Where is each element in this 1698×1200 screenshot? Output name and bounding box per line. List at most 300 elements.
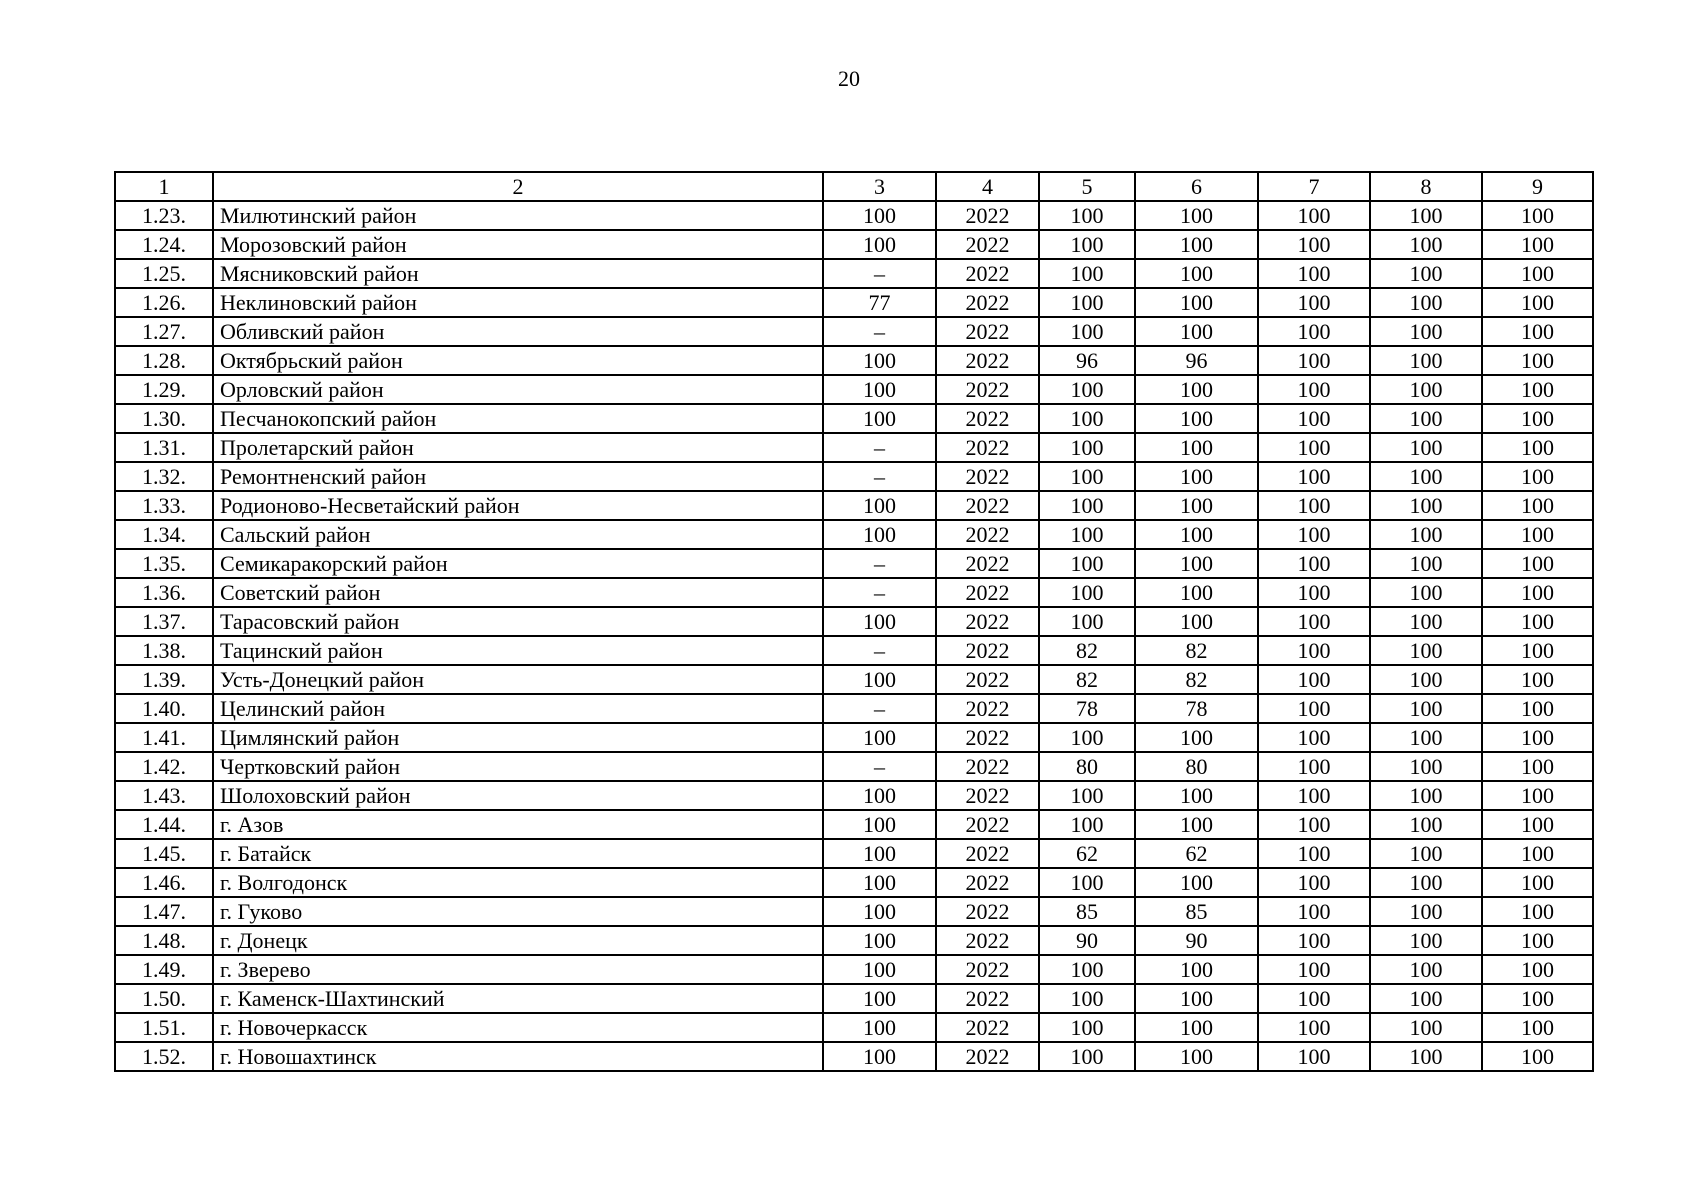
table-row bbox=[115, 781, 1593, 810]
value-cell: 100 bbox=[1258, 404, 1370, 433]
year-cell: 2022 bbox=[936, 897, 1039, 926]
table-row bbox=[115, 1013, 1593, 1042]
value-cell: 100 bbox=[1135, 317, 1258, 346]
value-cell: 100 bbox=[1482, 230, 1593, 259]
district-name-cell: Цимлянский район bbox=[213, 723, 823, 752]
year-cell: 2022 bbox=[936, 781, 1039, 810]
value-cell: 100 bbox=[1135, 491, 1258, 520]
table-row bbox=[115, 259, 1593, 288]
value-cell: 100 bbox=[823, 607, 936, 636]
value-cell: 100 bbox=[1482, 897, 1593, 926]
value-cell: 62 bbox=[1135, 839, 1258, 868]
value-cell: 100 bbox=[1482, 491, 1593, 520]
value-cell: – bbox=[823, 433, 936, 462]
year-cell: 2022 bbox=[936, 955, 1039, 984]
value-cell: 100 bbox=[1482, 346, 1593, 375]
row-number-cell: 1.25. bbox=[115, 259, 213, 288]
table-row bbox=[115, 636, 1593, 665]
value-cell: 100 bbox=[1370, 781, 1482, 810]
value-cell: 85 bbox=[1039, 897, 1135, 926]
value-cell: 100 bbox=[1370, 926, 1482, 955]
value-cell: 100 bbox=[1482, 375, 1593, 404]
table-row bbox=[115, 607, 1593, 636]
year-cell: 2022 bbox=[936, 549, 1039, 578]
value-cell: 100 bbox=[823, 375, 936, 404]
table-row bbox=[115, 346, 1593, 375]
value-cell: 100 bbox=[1370, 201, 1482, 230]
value-cell: 100 bbox=[1039, 433, 1135, 462]
value-cell: 100 bbox=[1039, 230, 1135, 259]
value-cell: 100 bbox=[1135, 723, 1258, 752]
row-number-cell: 1.36. bbox=[115, 578, 213, 607]
year-cell: 2022 bbox=[936, 868, 1039, 897]
value-cell: 100 bbox=[1482, 665, 1593, 694]
row-number-cell: 1.23. bbox=[115, 201, 213, 230]
row-number-cell: 1.30. bbox=[115, 404, 213, 433]
header-cell: 8 bbox=[1370, 172, 1482, 201]
value-cell: 100 bbox=[823, 404, 936, 433]
value-cell: 100 bbox=[1039, 955, 1135, 984]
year-cell: 2022 bbox=[936, 462, 1039, 491]
row-number-cell: 1.42. bbox=[115, 752, 213, 781]
value-cell: 100 bbox=[1258, 230, 1370, 259]
value-cell: 100 bbox=[1135, 230, 1258, 259]
value-cell: 100 bbox=[1482, 520, 1593, 549]
value-cell: 100 bbox=[823, 491, 936, 520]
value-cell: 100 bbox=[1370, 984, 1482, 1013]
year-cell: 2022 bbox=[936, 607, 1039, 636]
district-name-cell: Ремонтненский район bbox=[213, 462, 823, 491]
value-cell: 100 bbox=[1135, 288, 1258, 317]
value-cell: – bbox=[823, 752, 936, 781]
value-cell: 100 bbox=[1482, 433, 1593, 462]
value-cell: 100 bbox=[823, 810, 936, 839]
table-row bbox=[115, 578, 1593, 607]
value-cell: 100 bbox=[1370, 1042, 1482, 1071]
table-row bbox=[115, 926, 1593, 955]
value-cell: 100 bbox=[1258, 549, 1370, 578]
row-number-cell: 1.40. bbox=[115, 694, 213, 723]
table-row bbox=[115, 375, 1593, 404]
value-cell: 100 bbox=[1135, 549, 1258, 578]
value-cell: – bbox=[823, 578, 936, 607]
table-row bbox=[115, 404, 1593, 433]
district-name-cell: г. Батайск bbox=[213, 839, 823, 868]
row-number-cell: 1.33. bbox=[115, 491, 213, 520]
header-cell: 9 bbox=[1482, 172, 1593, 201]
district-name-cell: г. Зверево bbox=[213, 955, 823, 984]
row-number-cell: 1.44. bbox=[115, 810, 213, 839]
year-cell: 2022 bbox=[936, 665, 1039, 694]
table-body bbox=[115, 172, 1593, 1071]
table-row bbox=[115, 288, 1593, 317]
value-cell: 100 bbox=[823, 926, 936, 955]
table-header-row bbox=[115, 172, 1593, 201]
row-number-cell: 1.52. bbox=[115, 1042, 213, 1071]
value-cell: 82 bbox=[1039, 665, 1135, 694]
value-cell: 100 bbox=[1482, 578, 1593, 607]
value-cell: 100 bbox=[1370, 288, 1482, 317]
value-cell: 100 bbox=[823, 520, 936, 549]
value-cell: 100 bbox=[1370, 433, 1482, 462]
district-name-cell: г. Новошахтинск bbox=[213, 1042, 823, 1071]
value-cell: 100 bbox=[823, 955, 936, 984]
table-row bbox=[115, 694, 1593, 723]
year-cell: 2022 bbox=[936, 201, 1039, 230]
value-cell: 100 bbox=[1135, 201, 1258, 230]
value-cell: 100 bbox=[1135, 810, 1258, 839]
value-cell: 100 bbox=[1370, 578, 1482, 607]
value-cell: 100 bbox=[1482, 694, 1593, 723]
value-cell: 100 bbox=[1039, 1013, 1135, 1042]
row-number-cell: 1.41. bbox=[115, 723, 213, 752]
value-cell: 100 bbox=[823, 984, 936, 1013]
value-cell: 100 bbox=[1258, 694, 1370, 723]
page-number: 20 bbox=[838, 66, 860, 91]
value-cell: 100 bbox=[1135, 520, 1258, 549]
row-number-cell: 1.27. bbox=[115, 317, 213, 346]
district-name-cell: Орловский район bbox=[213, 375, 823, 404]
value-cell: 100 bbox=[823, 201, 936, 230]
value-cell: 100 bbox=[1135, 781, 1258, 810]
row-number-cell: 1.49. bbox=[115, 955, 213, 984]
value-cell: 100 bbox=[1039, 868, 1135, 897]
value-cell: 100 bbox=[823, 665, 936, 694]
value-cell: 100 bbox=[1370, 810, 1482, 839]
year-cell: 2022 bbox=[936, 375, 1039, 404]
year-cell: 2022 bbox=[936, 1042, 1039, 1071]
value-cell: 100 bbox=[1482, 201, 1593, 230]
table-row bbox=[115, 462, 1593, 491]
value-cell: – bbox=[823, 317, 936, 346]
value-cell: 100 bbox=[1482, 1013, 1593, 1042]
table-row bbox=[115, 984, 1593, 1013]
value-cell: 100 bbox=[1258, 1013, 1370, 1042]
year-cell: 2022 bbox=[936, 1013, 1039, 1042]
value-cell: 100 bbox=[1482, 404, 1593, 433]
value-cell: 100 bbox=[1258, 636, 1370, 665]
table-row bbox=[115, 491, 1593, 520]
value-cell: 100 bbox=[1258, 781, 1370, 810]
year-cell: 2022 bbox=[936, 520, 1039, 549]
value-cell: 100 bbox=[823, 723, 936, 752]
row-number-cell: 1.51. bbox=[115, 1013, 213, 1042]
district-name-cell: г. Волгодонск bbox=[213, 868, 823, 897]
value-cell: 78 bbox=[1135, 694, 1258, 723]
value-cell: 100 bbox=[1258, 433, 1370, 462]
value-cell: 100 bbox=[1370, 404, 1482, 433]
row-number-cell: 1.32. bbox=[115, 462, 213, 491]
value-cell: 100 bbox=[1370, 375, 1482, 404]
year-cell: 2022 bbox=[936, 984, 1039, 1013]
value-cell: 100 bbox=[1039, 317, 1135, 346]
value-cell: 100 bbox=[1482, 984, 1593, 1013]
value-cell: 100 bbox=[1039, 781, 1135, 810]
district-name-cell: Тацинский район bbox=[213, 636, 823, 665]
year-cell: 2022 bbox=[936, 404, 1039, 433]
year-cell: 2022 bbox=[936, 491, 1039, 520]
value-cell: 100 bbox=[1482, 810, 1593, 839]
value-cell: 100 bbox=[1370, 317, 1482, 346]
header-cell: 1 bbox=[115, 172, 213, 201]
district-name-cell: г. Новочеркасск bbox=[213, 1013, 823, 1042]
value-cell: 80 bbox=[1135, 752, 1258, 781]
table-row bbox=[115, 723, 1593, 752]
value-cell: 100 bbox=[1258, 607, 1370, 636]
row-number-cell: 1.45. bbox=[115, 839, 213, 868]
value-cell: 100 bbox=[1482, 752, 1593, 781]
value-cell: 100 bbox=[1135, 984, 1258, 1013]
value-cell: 100 bbox=[1370, 868, 1482, 897]
table-row bbox=[115, 955, 1593, 984]
value-cell: 100 bbox=[1482, 636, 1593, 665]
table-row bbox=[115, 549, 1593, 578]
district-name-cell: Чертковский район bbox=[213, 752, 823, 781]
district-name-cell: Шолоховский район bbox=[213, 781, 823, 810]
value-cell: 100 bbox=[1482, 868, 1593, 897]
value-cell: 96 bbox=[1135, 346, 1258, 375]
value-cell: 100 bbox=[1370, 723, 1482, 752]
value-cell: 100 bbox=[1370, 1013, 1482, 1042]
table-row bbox=[115, 230, 1593, 259]
header-cell: 6 bbox=[1135, 172, 1258, 201]
value-cell: 82 bbox=[1135, 636, 1258, 665]
value-cell: 100 bbox=[1370, 520, 1482, 549]
value-cell: 100 bbox=[1258, 259, 1370, 288]
row-number-cell: 1.29. bbox=[115, 375, 213, 404]
header-cell: 3 bbox=[823, 172, 936, 201]
value-cell: 100 bbox=[1039, 1042, 1135, 1071]
district-name-cell: г. Донецк bbox=[213, 926, 823, 955]
value-cell: 100 bbox=[1258, 752, 1370, 781]
table-row bbox=[115, 1042, 1593, 1071]
table-row bbox=[115, 839, 1593, 868]
row-number-cell: 1.26. bbox=[115, 288, 213, 317]
value-cell: 100 bbox=[1370, 607, 1482, 636]
value-cell: 100 bbox=[1482, 839, 1593, 868]
value-cell: 100 bbox=[1258, 317, 1370, 346]
district-name-cell: Семикаракорский район bbox=[213, 549, 823, 578]
year-cell: 2022 bbox=[936, 723, 1039, 752]
value-cell: 100 bbox=[1258, 201, 1370, 230]
district-name-cell: Морозовский район bbox=[213, 230, 823, 259]
row-number-cell: 1.28. bbox=[115, 346, 213, 375]
row-number-cell: 1.34. bbox=[115, 520, 213, 549]
value-cell: 100 bbox=[1039, 491, 1135, 520]
value-cell: 100 bbox=[1482, 549, 1593, 578]
year-cell: 2022 bbox=[936, 288, 1039, 317]
value-cell: 100 bbox=[1135, 578, 1258, 607]
value-cell: 100 bbox=[1370, 346, 1482, 375]
value-cell: 100 bbox=[1370, 259, 1482, 288]
value-cell: 77 bbox=[823, 288, 936, 317]
value-cell: 100 bbox=[1482, 462, 1593, 491]
value-cell: 100 bbox=[1258, 491, 1370, 520]
value-cell: 100 bbox=[823, 1013, 936, 1042]
district-name-cell: Песчанокопский район bbox=[213, 404, 823, 433]
year-cell: 2022 bbox=[936, 636, 1039, 665]
row-number-cell: 1.46. bbox=[115, 868, 213, 897]
table-row bbox=[115, 433, 1593, 462]
value-cell: 100 bbox=[1039, 723, 1135, 752]
value-cell: 100 bbox=[1258, 926, 1370, 955]
value-cell: 100 bbox=[1370, 462, 1482, 491]
value-cell: 100 bbox=[1482, 607, 1593, 636]
value-cell: 100 bbox=[1135, 955, 1258, 984]
value-cell: 100 bbox=[1135, 433, 1258, 462]
value-cell: 100 bbox=[823, 346, 936, 375]
value-cell: 100 bbox=[1370, 694, 1482, 723]
year-cell: 2022 bbox=[936, 259, 1039, 288]
value-cell: 100 bbox=[1370, 491, 1482, 520]
value-cell: 100 bbox=[1258, 897, 1370, 926]
district-name-cell: Тарасовский район bbox=[213, 607, 823, 636]
value-cell: 100 bbox=[1258, 375, 1370, 404]
value-cell: 100 bbox=[1258, 288, 1370, 317]
value-cell: 100 bbox=[1039, 288, 1135, 317]
value-cell: 100 bbox=[1258, 520, 1370, 549]
district-name-cell: Родионово-Несветайский район bbox=[213, 491, 823, 520]
value-cell: 100 bbox=[823, 1042, 936, 1071]
table-row bbox=[115, 317, 1593, 346]
district-name-cell: Усть-Донецкий район bbox=[213, 665, 823, 694]
year-cell: 2022 bbox=[936, 433, 1039, 462]
value-cell: 100 bbox=[823, 839, 936, 868]
value-cell: 100 bbox=[1258, 1042, 1370, 1071]
value-cell: 100 bbox=[1258, 462, 1370, 491]
value-cell: 78 bbox=[1039, 694, 1135, 723]
value-cell: 100 bbox=[1039, 462, 1135, 491]
value-cell: 100 bbox=[1135, 375, 1258, 404]
value-cell: 90 bbox=[1039, 926, 1135, 955]
district-name-cell: Мясниковский район bbox=[213, 259, 823, 288]
row-number-cell: 1.35. bbox=[115, 549, 213, 578]
row-number-cell: 1.38. bbox=[115, 636, 213, 665]
value-cell: 100 bbox=[1482, 926, 1593, 955]
value-cell: 100 bbox=[1039, 549, 1135, 578]
value-cell: 100 bbox=[1482, 259, 1593, 288]
data-table bbox=[114, 171, 1594, 1072]
row-number-cell: 1.39. bbox=[115, 665, 213, 694]
district-name-cell: г. Каменск-Шахтинский bbox=[213, 984, 823, 1013]
table-row bbox=[115, 810, 1593, 839]
value-cell: 100 bbox=[1370, 636, 1482, 665]
year-cell: 2022 bbox=[936, 317, 1039, 346]
row-number-cell: 1.50. bbox=[115, 984, 213, 1013]
row-number-cell: 1.31. bbox=[115, 433, 213, 462]
value-cell: 80 bbox=[1039, 752, 1135, 781]
value-cell: 100 bbox=[1482, 317, 1593, 346]
row-number-cell: 1.37. bbox=[115, 607, 213, 636]
year-cell: 2022 bbox=[936, 578, 1039, 607]
value-cell: 100 bbox=[1039, 375, 1135, 404]
value-cell: – bbox=[823, 462, 936, 491]
year-cell: 2022 bbox=[936, 752, 1039, 781]
value-cell: 100 bbox=[1039, 578, 1135, 607]
value-cell: 100 bbox=[1482, 955, 1593, 984]
value-cell: 100 bbox=[1370, 549, 1482, 578]
value-cell: 100 bbox=[1135, 462, 1258, 491]
district-name-cell: Неклиновский район bbox=[213, 288, 823, 317]
value-cell: 100 bbox=[1039, 984, 1135, 1013]
value-cell: 100 bbox=[823, 897, 936, 926]
value-cell: 100 bbox=[1258, 868, 1370, 897]
value-cell: 100 bbox=[1370, 897, 1482, 926]
value-cell: 100 bbox=[1258, 723, 1370, 752]
district-name-cell: Пролетарский район bbox=[213, 433, 823, 462]
value-cell: 100 bbox=[1135, 1042, 1258, 1071]
value-cell: 100 bbox=[1370, 839, 1482, 868]
value-cell: 100 bbox=[1039, 810, 1135, 839]
value-cell: – bbox=[823, 694, 936, 723]
value-cell: – bbox=[823, 549, 936, 578]
row-number-cell: 1.24. bbox=[115, 230, 213, 259]
district-name-cell: Сальский район bbox=[213, 520, 823, 549]
value-cell: 96 bbox=[1039, 346, 1135, 375]
header-cell: 2 bbox=[213, 172, 823, 201]
row-number-cell: 1.47. bbox=[115, 897, 213, 926]
year-cell: 2022 bbox=[936, 926, 1039, 955]
value-cell: 100 bbox=[823, 868, 936, 897]
table-row bbox=[115, 665, 1593, 694]
value-cell: 82 bbox=[1039, 636, 1135, 665]
district-name-cell: г. Азов bbox=[213, 810, 823, 839]
district-name-cell: Обливский район bbox=[213, 317, 823, 346]
table-row bbox=[115, 752, 1593, 781]
value-cell: 100 bbox=[1482, 288, 1593, 317]
row-number-cell: 1.43. bbox=[115, 781, 213, 810]
value-cell: 100 bbox=[1258, 984, 1370, 1013]
value-cell: 100 bbox=[823, 230, 936, 259]
value-cell: 100 bbox=[1039, 259, 1135, 288]
value-cell: 100 bbox=[1039, 607, 1135, 636]
value-cell: 100 bbox=[1258, 955, 1370, 984]
header-cell: 5 bbox=[1039, 172, 1135, 201]
value-cell: 62 bbox=[1039, 839, 1135, 868]
year-cell: 2022 bbox=[936, 346, 1039, 375]
value-cell: 100 bbox=[1370, 955, 1482, 984]
value-cell: 100 bbox=[1482, 723, 1593, 752]
row-number-cell: 1.48. bbox=[115, 926, 213, 955]
value-cell: 100 bbox=[1135, 607, 1258, 636]
value-cell: 85 bbox=[1135, 897, 1258, 926]
district-name-cell: Милютинский район bbox=[213, 201, 823, 230]
value-cell: 100 bbox=[1258, 665, 1370, 694]
value-cell: 100 bbox=[1258, 839, 1370, 868]
table-row bbox=[115, 520, 1593, 549]
year-cell: 2022 bbox=[936, 810, 1039, 839]
district-name-cell: Целинский район bbox=[213, 694, 823, 723]
value-cell: 82 bbox=[1135, 665, 1258, 694]
district-name-cell: Октябрьский район bbox=[213, 346, 823, 375]
table-row bbox=[115, 897, 1593, 926]
header-cell: 4 bbox=[936, 172, 1039, 201]
value-cell: 100 bbox=[1482, 1042, 1593, 1071]
value-cell: 100 bbox=[1482, 781, 1593, 810]
table-row bbox=[115, 868, 1593, 897]
district-name-cell: Советский район bbox=[213, 578, 823, 607]
year-cell: 2022 bbox=[936, 839, 1039, 868]
value-cell: 100 bbox=[1039, 201, 1135, 230]
district-name-cell: г. Гуково bbox=[213, 897, 823, 926]
value-cell: 100 bbox=[1135, 259, 1258, 288]
value-cell: 100 bbox=[1370, 752, 1482, 781]
value-cell: 90 bbox=[1135, 926, 1258, 955]
value-cell: – bbox=[823, 259, 936, 288]
year-cell: 2022 bbox=[936, 694, 1039, 723]
value-cell: 100 bbox=[1258, 578, 1370, 607]
table-row bbox=[115, 201, 1593, 230]
